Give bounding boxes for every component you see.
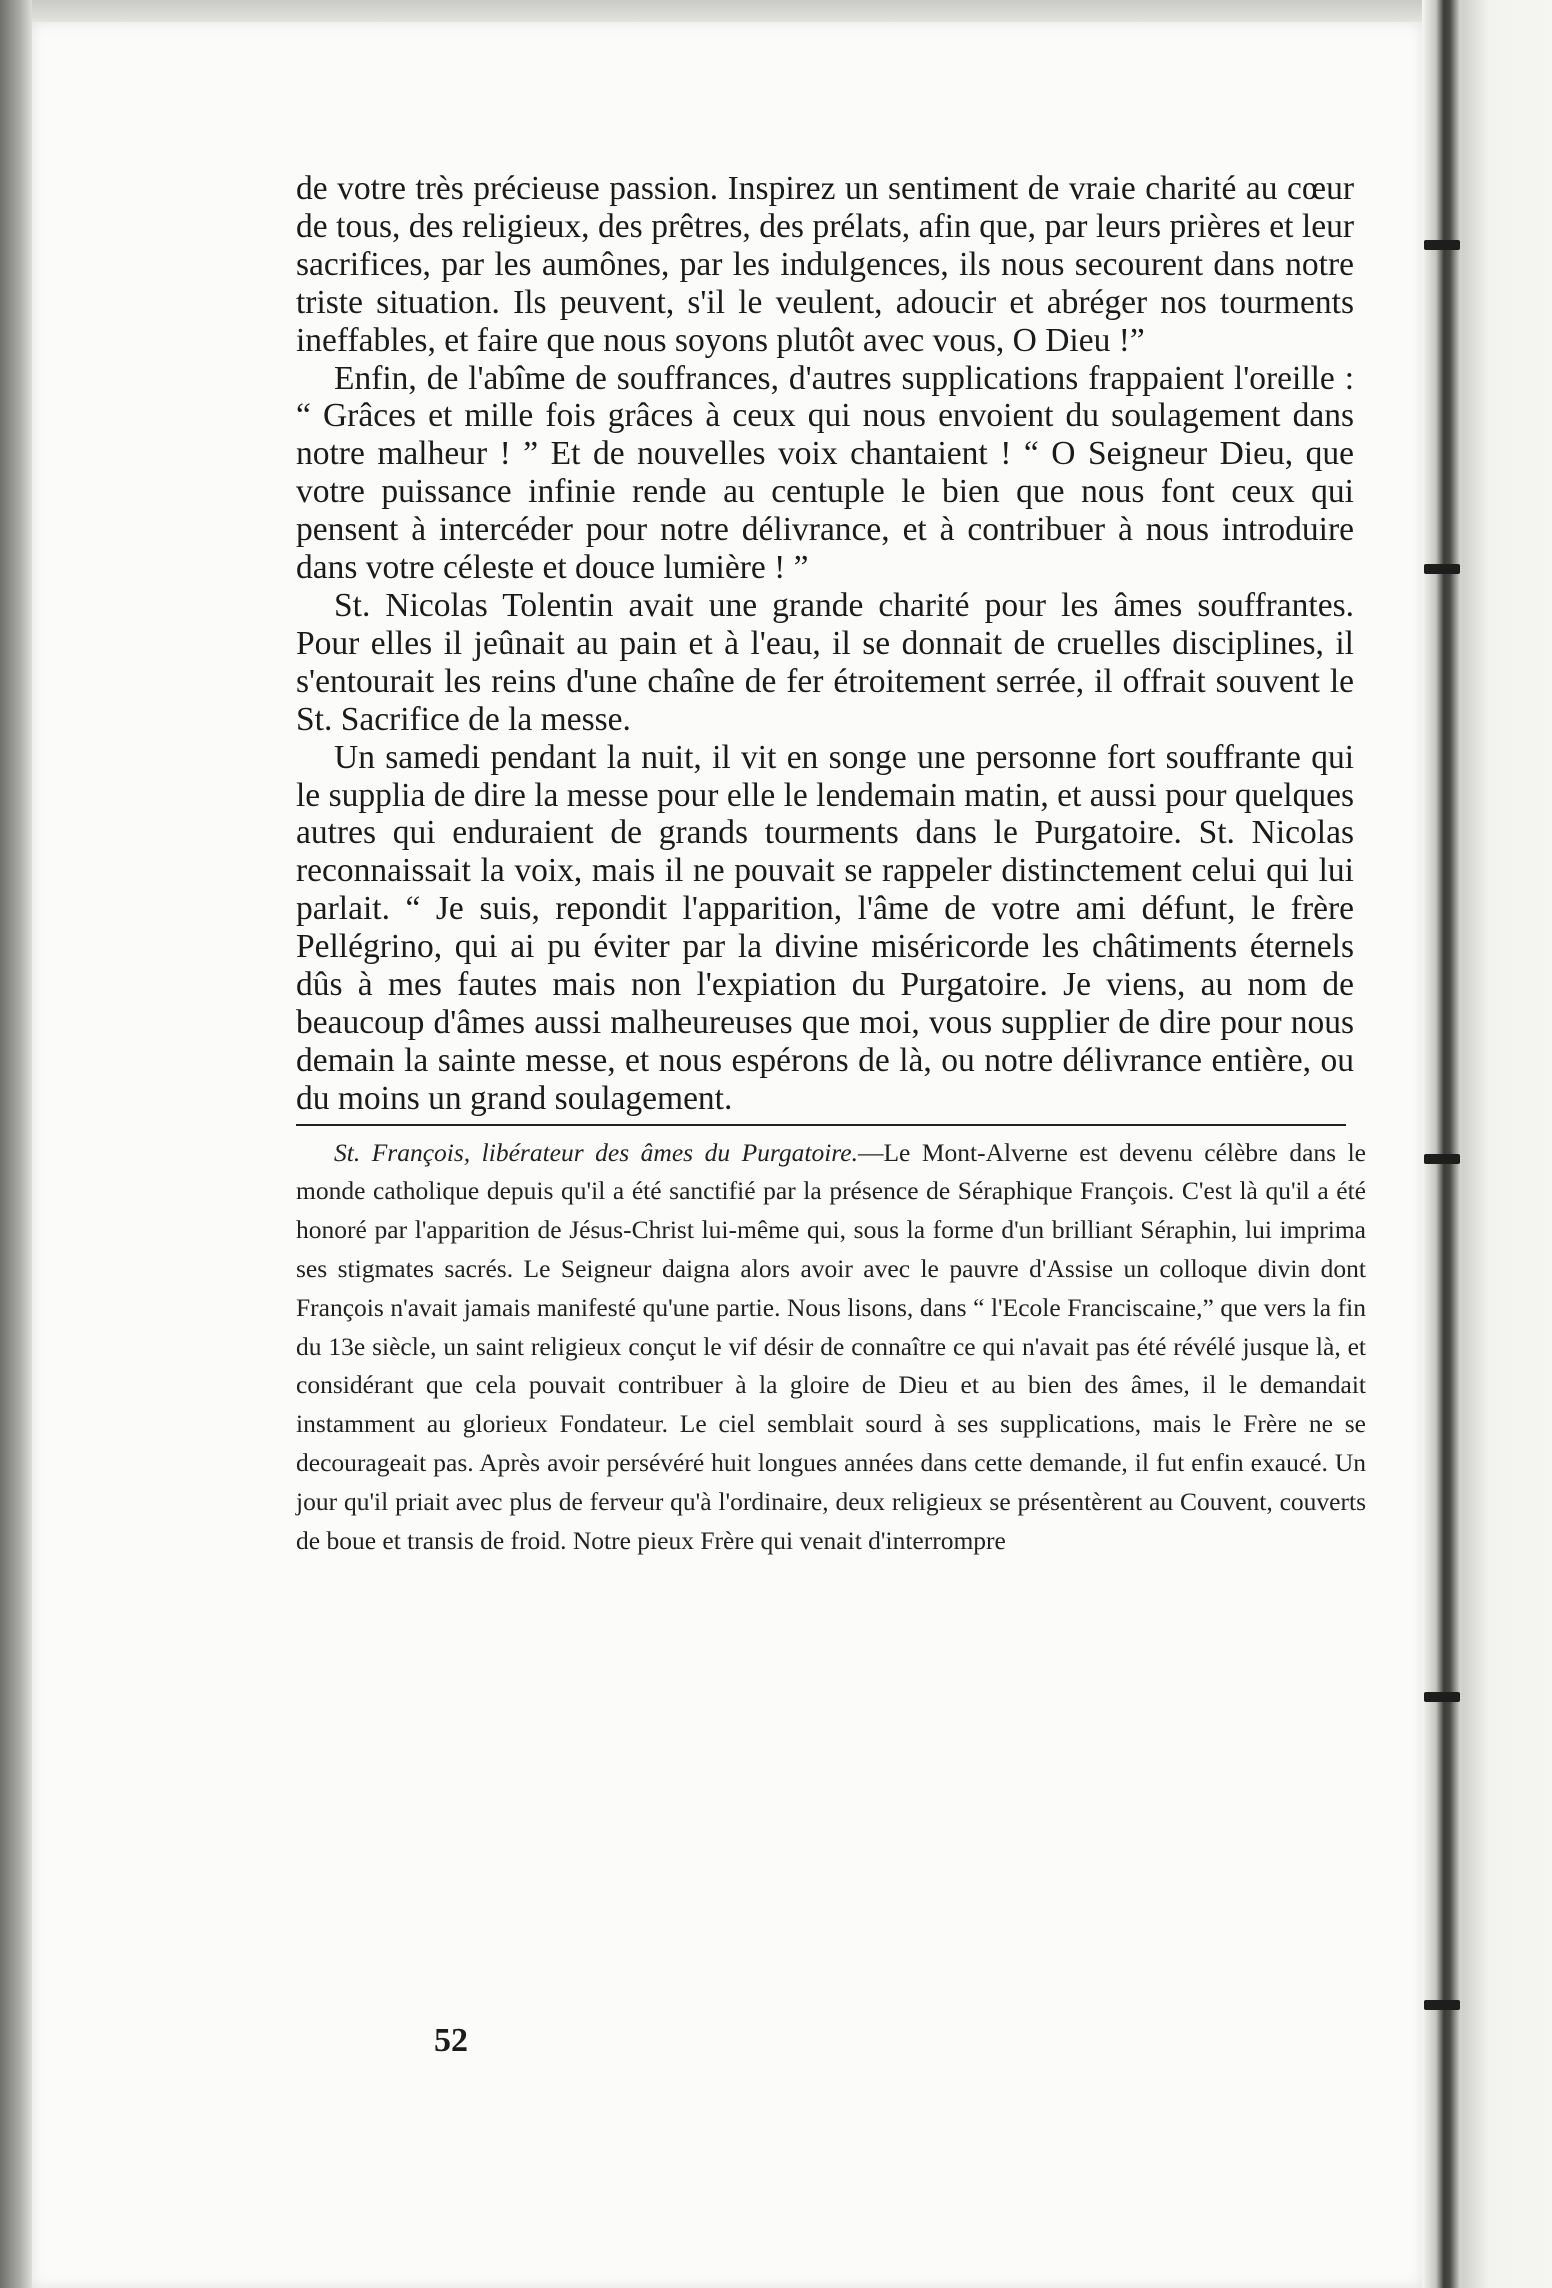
paragraph-3: St. Nicolas Tolentin avait une grande charité pour les âmes souffrantes. Pour elles il jeûnait au pain et à l'eau, il se donnait de cruelles disciplines, il s'entourait les reins d'une chaîne de fer étroitement serrée, il offrait souvent le St. Sacrifice de la messe. — [296, 586, 1354, 738]
footnote — [296, 1134, 1366, 1561]
binding-stitch — [1424, 240, 1460, 250]
footnote-text: —Le Mont-Alverne est devenu célèbre dans le monde catholique depuis qu'il a été sanctifié par la présence de Séraphique François. C'est là qu'il a été honoré par l'apparition de Jésus-Christ lui-même qui, sous la forme d'un brilliant Séraphin, lui imprima ses stigmates sacrés. Le Seigneur daigna alors avoir avec le pauvre d'Assise un colloque divin dont François n'avait jamais manifesté qu'une partie. Nous lisons, dans “ l'Ecole Franciscaine,” que vers la fin du 13e siècle, un saint religieux conçut le vif désir de connaître ce qui n'avait pas été révélé jusque là, et considérant que cela pouvait contribuer à la gloire de Dieu et au bien des âmes, il le demandait instamment au glorieux Fondateur. Le ciel semblait sourd à ses supplications, mais le Frère ne se decourageait pas. Après avoir persévéré huit longues années dans cette demande, il fut enfin exaucé. Un jour qu'il priait avec plus de ferveur qu'à l'ordinaire, deux religieux se présentèrent au Couvent, couverts de boue et transis de froid. Notre pieux Frère qui venait d'interrompre — [296, 1137, 1366, 1555]
facing-page-edge — [1462, 0, 1552, 2288]
page-number: 52 — [434, 2022, 468, 2059]
book-spine-gutter — [1422, 0, 1462, 2288]
left-book-edge — [0, 0, 32, 2288]
main-text — [296, 170, 1354, 1118]
paragraph-1: de votre très précieuse passion. Inspirez un sentiment de vraie charité au cœur de tous, des religieux, des prêtres, des prélats, afin que, par leurs prières et leur sacrifices, par les aumônes, par les indulgences, ils nous secourent dans notre triste situation. Ils peuvent, s'il le veulent, adoucir et abréger nos tourments ineffables, et faire que nous soyons plutôt avec vous, O Dieu !” — [296, 170, 1354, 359]
footnote-rule — [296, 1124, 1346, 1126]
binding-stitch — [1424, 1692, 1460, 1702]
page-text-block — [296, 170, 1366, 1560]
paragraph-2: Enfin, de l'abîme de souffrances, d'autres supplications frappaient l'oreille : “ Grâces et mille fois grâces à ceux qui nous envoient du soulagement dans notre malheur ! ” Et de nouvelles voix chantaient ! “ O Seigneur Dieu, que votre puissance infinie rende au centuple le bien que nous font ceux qui pensent à intercéder pour notre délivrance, et à contribuer à nous introduire dans votre céleste et douce lumière ! ” — [296, 359, 1354, 587]
binding-stitch — [1424, 1154, 1460, 1164]
binding-stitch — [1424, 564, 1460, 574]
footnote-title: St. François, libérateur des âmes du Purgatoire. — [334, 1137, 858, 1167]
paragraph-4: Un samedi pendant la nuit, il vit en songe une personne fort souffrante qui le supplia de dire la messe pour elle le lendemain matin, et aussi pour quelques autres qui enduraient de grands tourments dans le Purgatoire. St. Nicolas reconnaissait la voix, mais il ne pouvait se rappeler distinctement celui qui lui parlait. “ Je suis, repondit l'apparition, l'âme de votre ami défunt, le frère Pellégrino, qui ai pu éviter par la divine miséricorde les châtiments éternels dûs à mes fautes mais non l'expiation du Purgatoire. Je viens, au nom de beaucoup d'âmes aussi malheureuses que moi, vous supplier de dire pour nous demain la sainte messe, et nous espérons de là, ou notre délivrance entière, ou du moins un grand soulagement. — [296, 738, 1354, 1117]
binding-stitch — [1424, 2000, 1460, 2010]
